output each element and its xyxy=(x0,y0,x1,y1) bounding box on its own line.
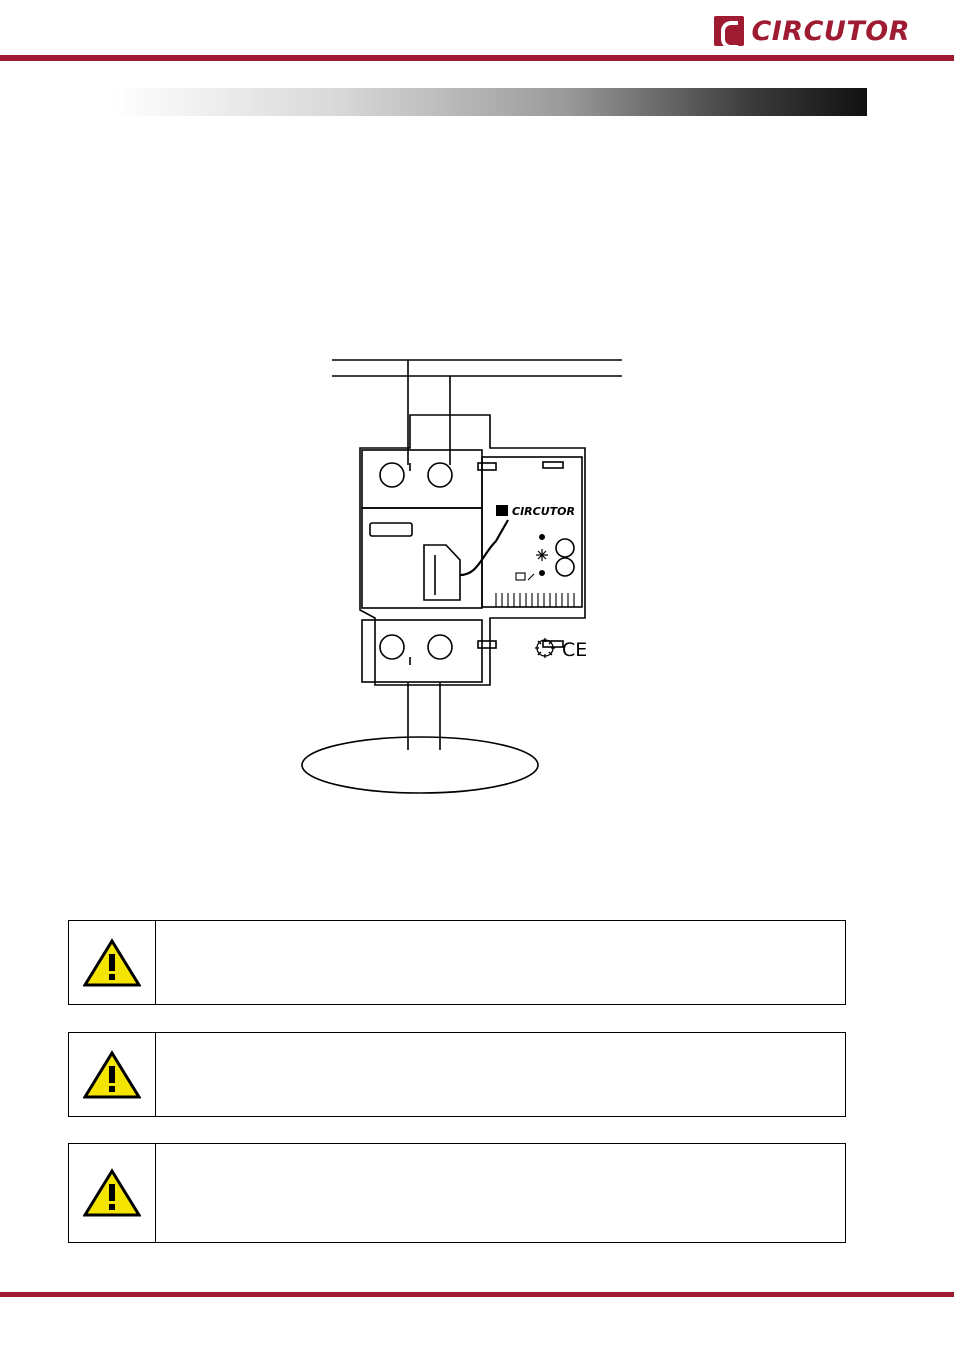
header-rule-right xyxy=(712,55,954,61)
warning-icon-cell xyxy=(69,1033,156,1116)
warning-icon-cell xyxy=(69,1144,156,1242)
warning-text xyxy=(156,1144,845,1242)
svg-text:CE: CE xyxy=(562,639,588,661)
svg-text:CIRCUTOR: CIRCUTOR xyxy=(512,505,575,518)
warning-icon-cell xyxy=(69,921,156,1004)
footer-rule xyxy=(0,1292,954,1297)
brand-logo xyxy=(714,14,910,48)
brand-name: CIRCUTOR xyxy=(751,15,910,47)
header-rule-left xyxy=(0,55,712,61)
warning-box xyxy=(68,1143,846,1243)
warning-triangle-icon xyxy=(83,1168,141,1218)
warning-box xyxy=(68,1032,846,1117)
warning-text xyxy=(156,921,845,1004)
warning-triangle-icon xyxy=(83,938,141,988)
section-title-bar xyxy=(112,88,867,116)
warning-triangle-icon xyxy=(83,1050,141,1100)
warning-box xyxy=(68,920,846,1005)
warning-text xyxy=(156,1033,845,1116)
circutor-c-logo-icon xyxy=(714,16,744,46)
page-header xyxy=(0,0,954,62)
rcd-wiring-diagram xyxy=(300,345,660,815)
